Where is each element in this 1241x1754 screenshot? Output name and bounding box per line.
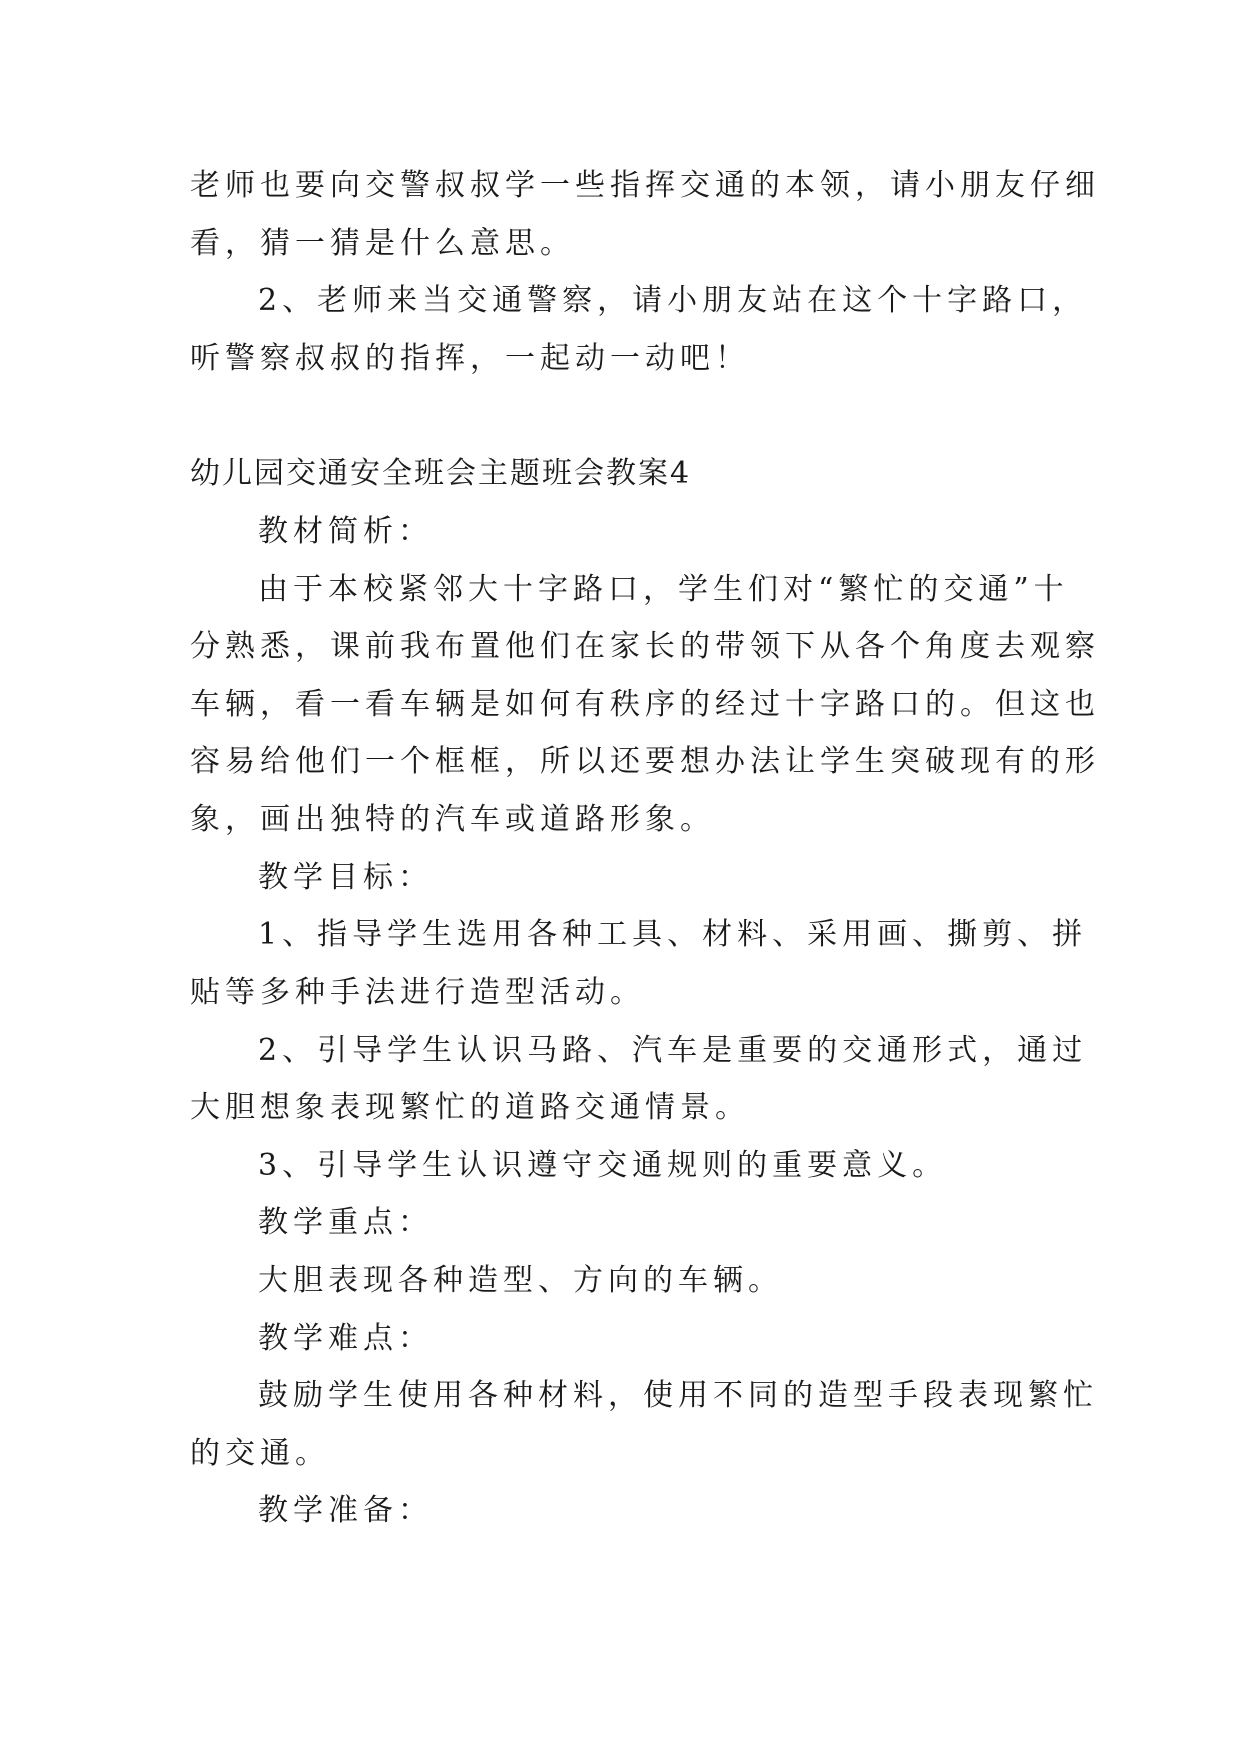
paragraph-line: 由于本校紧邻大十字路口，学生们对“繁忙的交通”十 (258, 572, 1069, 607)
subheading: 教学难点： (258, 1321, 433, 1356)
paragraph-line: 2、老师来当交通警察，请小朋友站在这个十字路口， (258, 283, 1088, 318)
paragraph-line: 象，画出独特的汽车或道路形象。 (190, 802, 715, 837)
paragraph-line: 看，猜一猜是什么意思。 (190, 226, 575, 261)
paragraph-line: 分熟悉，课前我布置他们在家长的带领下从各个角度去观察 (190, 629, 1100, 664)
paragraph-line: 听警察叔叔的指挥，一起动一动吧！ (190, 341, 750, 376)
paragraph-line: 的交通。 (190, 1436, 330, 1471)
section-title: 幼儿园交通安全班会主题班会教案4 (190, 456, 692, 491)
paragraph-line: 2、引导学生认识马路、汽车是重要的交通形式，通过 (258, 1033, 1088, 1068)
paragraph-line: 老师也要向交警叔叔学一些指挥交通的本领，请小朋友仔细 (190, 168, 1100, 203)
subheading: 教学目标： (258, 860, 433, 895)
subheading: 教材简析： (258, 514, 433, 549)
paragraph-line: 大胆想象表现繁忙的道路交通情景。 (190, 1090, 750, 1125)
paragraph-line: 大胆表现各种造型、方向的车辆。 (258, 1263, 783, 1298)
paragraph-line: 1、指导学生选用各种工具、材料、采用画、撕剪、拼 (258, 917, 1088, 952)
paragraph-line: 车辆，看一看车辆是如何有秩序的经过十字路口的。但这也 (190, 687, 1100, 722)
paragraph-line: 3、引导学生认识遵守交通规则的重要意义。 (258, 1148, 948, 1183)
paragraph-line: 鼓励学生使用各种材料，使用不同的造型手段表现繁忙 (258, 1378, 1098, 1413)
subheading: 教学重点： (258, 1205, 433, 1240)
paragraph-line: 容易给他们一个框框，所以还要想办法让学生突破现有的形 (190, 744, 1100, 779)
subheading: 教学准备： (258, 1493, 433, 1528)
paragraph-line: 贴等多种手法进行造型活动。 (190, 975, 645, 1010)
